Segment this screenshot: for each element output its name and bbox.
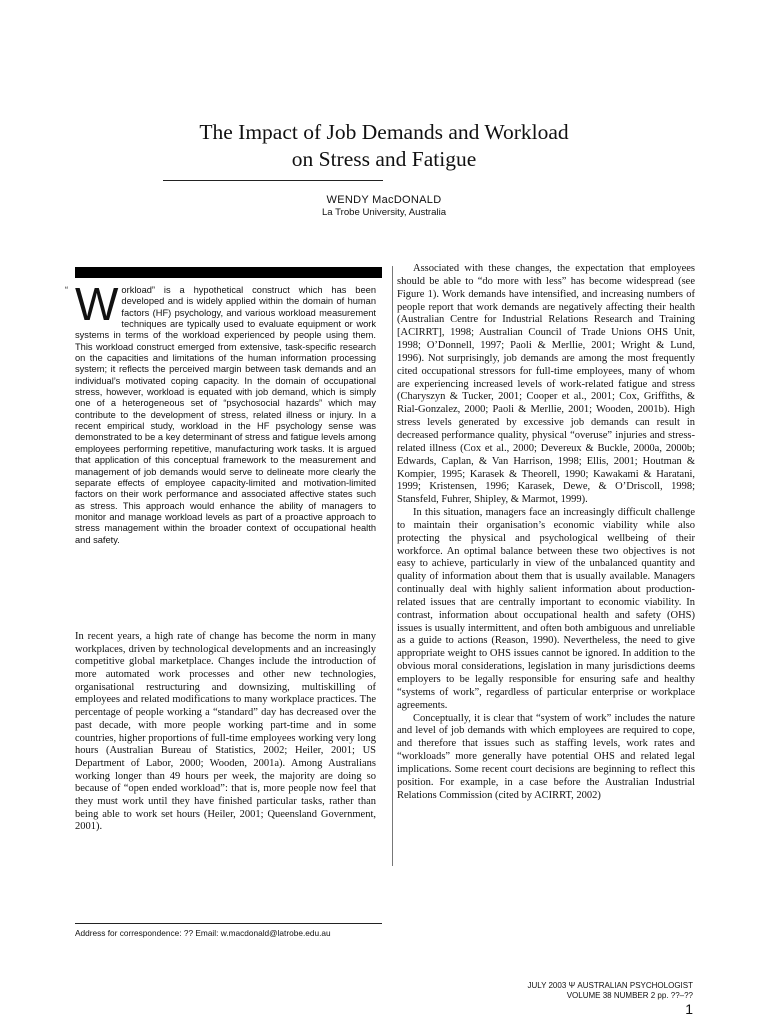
journal-info — [527, 981, 693, 1000]
body-paragraph-1: Associated with these changes, the expectation that employees should be able to “do more with less” has become widespread (see Figure 1). Work demands have intensified, and increasing numbers of people report that work demands are negatively affecting their health (Australian Centre for Industrial Relations Research and Training [ACIRRT], 1998; Australian Council of Trade Unions OHS Unit, 1998; O’Donnell, 1997; Paoli & Merllie, 2001; Wright & Lund, 1996). Not surprisingly, job demands are among the most frequently cited occupational stressors for full-time employees, many of whom are experiencing increased levels of work-related fatigue and stress (Charyszyn & Tucker, 2001; Cooper et al., 2001; Cox, Griffiths, & Rial-Gonzalez, 2000; Paoli & Merllie, 2001; Wooden, 2001b). High stress levels generated by excessive job demands can result in decreased performance quality, physical “overuse” injuries and stress-related illness (Cox et al., 2000; Devereux & Buckle, 2000a, 2000b; Edwards, Caplan, & Van Harrison, 1998; Ellis, 2001; Houtman & Kompier, 1995; Karasek & Theorell, 1990; Kawakami & Haratani, 1999; Kristensen, 1996; Karasek, Dewe, & O’Driscoll, 1998; Stansfeld, Fuhrer, Shipley, & Marmot, 1999). — [397, 263, 695, 506]
author-name: WENDY MacDONALD — [326, 194, 442, 206]
right-column — [397, 263, 695, 802]
abstract-header-bar — [75, 267, 382, 278]
abstract — [65, 278, 376, 546]
abstract-open-quote: “ — [65, 285, 68, 295]
journal-issue: JULY 2003 Ψ AUSTRALIAN PSYCHOLOGIST — [527, 981, 693, 990]
journal-volume: VOLUME 38 NUMBER 2 pp. ??–?? — [566, 990, 693, 1000]
abstract-text: orkload” is a hypothetical construct which has been developed and is widely applied within the domain of human factors (HF) psychology, and various workload measurement techniques are typically used to evaluate equipment or work systems in terms of the workload experienced by people using them. This workload construct emerged from extensive, task-specific research on the capacities and limitations of the human information processing system; it reflects the perceived margin between task demands and an individual’s motivated coping capacity. In the domain of occupational stress, however, workload is equated with job demand, which is simply one of a heterogeneous set of “psychosocial hazards” which may contribute to the development of stress, related illness or injury. In a recent empirical study, workload in the HF psychology sense was demonstrated to be a key determinant of stress and fatigue levels among employees performing repetitive, manufacturing work tasks. It is argued that application of this conceptual framework to the measurement and management of job demands would serve to delineate more clearly the separate effects of employee capacity-limited and motivation-limited factors on their work performance and associated affective states such as stress. This approach would enhance the ability of managers to monitor and manage workload levels as part of a proactive approach to stress management within the broader context of occupational health and safety. — [75, 285, 376, 545]
footnote-divider — [75, 923, 382, 924]
page-number: 1 — [685, 1001, 693, 1017]
title-divider — [163, 180, 383, 181]
article-title — [0, 119, 768, 173]
correspondence-footnote: Address for correspondence: ?? Email: w.macdonald@latrobe.edu.au — [75, 928, 331, 938]
title-line-1: The Impact of Job Demands and Workload — [199, 120, 569, 144]
title-line-2: on Stress and Fatigue — [291, 147, 477, 171]
body-paragraph-3: Conceptually, it is clear that “system of work” includes the nature and level of job demands with which employees are required to cope, and therefore that issues such as staffing levels, work rates and “workloads” more generally have potential OHS and related legal implications. Some recent court decisions are beginning to reflect this position. For example, in a case before the Australian Industrial Relations Commission (cited by ACIRRT, 2002) — [397, 712, 695, 801]
abstract-drop-cap: W — [75, 278, 119, 330]
author-affiliation: La Trobe University, Australia — [321, 207, 447, 218]
intro-paragraph: In recent years, a high rate of change has become the norm in many workplaces, driven by technological developments and an increasingly competitive global marketplace. Changes include the introduction of more automated work processes and other new technologies, organisational restructuring and downsizing, multiskilling of employees and related modifications to many workplace practices. The percentage of people working a “standard” day has decreased over the past decade, with more people working part-time and in some countries, higher proportions of full-time employees working very long hours (Australian Bureau of Statistics, 2002; Heiler, 2001; US Department of Labor, 2000; Wooden, 2001a). Among Australians working longer than 49 hours per week, the majority are doing so because of “open ended workload”: that is, more people now feel that they must work until they have finished particular tasks, rather than being able to work set hours (Heiler, 2001; Queensland Government, 2001). — [75, 631, 376, 833]
column-divider — [392, 266, 393, 866]
body-paragraph-2: In this situation, managers face an increasingly difficult challenge to maintain their organisation’s economic viability while also protecting the physical and psychological wellbeing of their workforce. An optimal balance between these two objectives is not easy to achieve, particularly in view of the unbalanced quantity and quality of information about them that is usually available. Managers continually deal with highly salient information about production-related issues that are centrally important to economic viability. In contrast, information about occupational health and safety (OHS) issues is usually intermittent, and often both ambiguous and unreliable as a guide to actions (Reason, 1990). Nevertheless, the need to give appropriate weight to OHS issues cannot be ignored. In addition to the obvious moral considerations, legislation in many jurisdictions deems employers to be legally responsible for ensuring safe and healthy “systems of work”, regardless of particular enterprise or workplace agreements. — [397, 507, 695, 711]
